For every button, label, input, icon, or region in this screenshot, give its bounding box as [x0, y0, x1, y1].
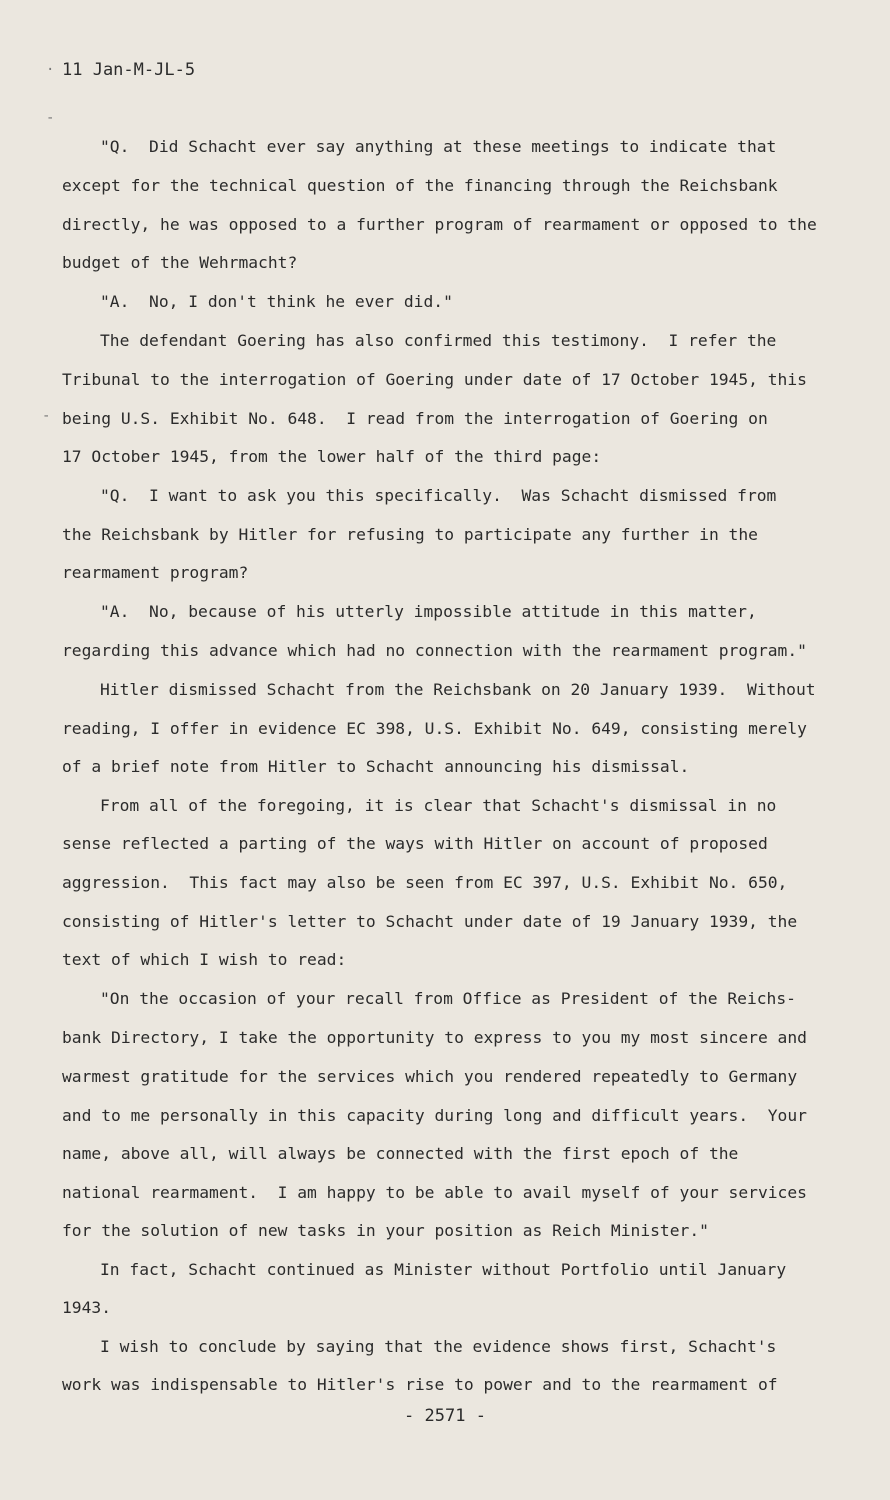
text-line: "A. No, I don't think he ever did." — [100, 292, 453, 311]
text-line: "On the occasion of your recall from Office as President of the Reichs- — [100, 989, 796, 1008]
text-line: of a brief note from Hitler to Schacht announcing his dismissal. — [62, 757, 690, 776]
text-line: I wish to conclude by saying that the evidence shows first, Schacht's — [100, 1337, 777, 1356]
page-number: - 2571 - — [404, 1406, 486, 1426]
text-line: 1943. — [62, 1298, 112, 1317]
text-line: the Reichsbank by Hitler for refusing to participate any further in the — [62, 525, 758, 544]
text-line: "Q. I want to ask you this specifically. Was Schacht dismissed from — [100, 486, 777, 505]
margin-mark: - — [46, 110, 55, 126]
text-line: 17 October 1945, from the lower half of the third page: — [62, 447, 602, 466]
margin-mark: - — [42, 408, 51, 424]
text-line: text of which I wish to read: — [62, 950, 347, 969]
text-line: consisting of Hitler's letter to Schacht under date of 19 January 1939, the — [62, 912, 798, 931]
margin-mark: · — [46, 62, 55, 78]
text-line: reading, I offer in evidence EC 398, U.S. Exhibit No. 649, consisting merely — [62, 719, 807, 738]
text-line: for the solution of new tasks in your position as Reich Minister." — [62, 1221, 709, 1240]
text-line: directly, he was opposed to a further program of rearmament or opposed to the — [62, 215, 817, 234]
text-line: work was indispensable to Hitler's rise to power and to the rearmament of — [62, 1375, 778, 1394]
text-line: and to me personally in this capacity during long and difficult years. Your — [62, 1106, 807, 1125]
text-line: "A. No, because of his utterly impossible attitude in this matter, — [100, 602, 757, 621]
text-line: Hitler dismissed Schacht from the Reichsbank on 20 January 1939. Without — [100, 680, 816, 699]
text-line: regarding this advance which had no connection with the rearmament program." — [62, 641, 807, 660]
text-line: sense reflected a parting of the ways with Hitler on account of proposed — [62, 834, 768, 853]
text-line: name, above all, will always be connected with the first epoch of the — [62, 1144, 739, 1163]
text-line: Tribunal to the interrogation of Goering under date of 17 October 1945, this — [62, 370, 807, 389]
text-line: The defendant Goering has also confirmed this testimony. I refer the — [100, 331, 777, 350]
text-line: In fact, Schacht continued as Minister without Portfolio until January — [100, 1260, 787, 1279]
text-line: warmest gratitude for the services which you rendered repeatedly to Germany — [62, 1067, 798, 1086]
text-line: national rearmament. I am happy to be able to avail myself of your services — [62, 1183, 807, 1202]
text-line: being U.S. Exhibit No. 648. I read from the interrogation of Goering on — [62, 409, 768, 428]
text-line: budget of the Wehrmacht? — [62, 253, 298, 272]
text-line: bank Directory, I take the opportunity to express to you my most sincere and — [62, 1028, 807, 1047]
text-line: From all of the foregoing, it is clear that Schacht's dismissal in no — [100, 796, 777, 815]
page-header-code: 11 Jan-M-JL-5 — [62, 60, 196, 80]
text-line: "Q. Did Schacht ever say anything at these meetings to indicate that — [100, 137, 777, 156]
text-line: rearmament program? — [62, 563, 249, 582]
text-line: aggression. This fact may also be seen from EC 397, U.S. Exhibit No. 650, — [62, 873, 788, 892]
text-line: except for the technical question of the financing through the Reichsbank — [62, 176, 778, 195]
